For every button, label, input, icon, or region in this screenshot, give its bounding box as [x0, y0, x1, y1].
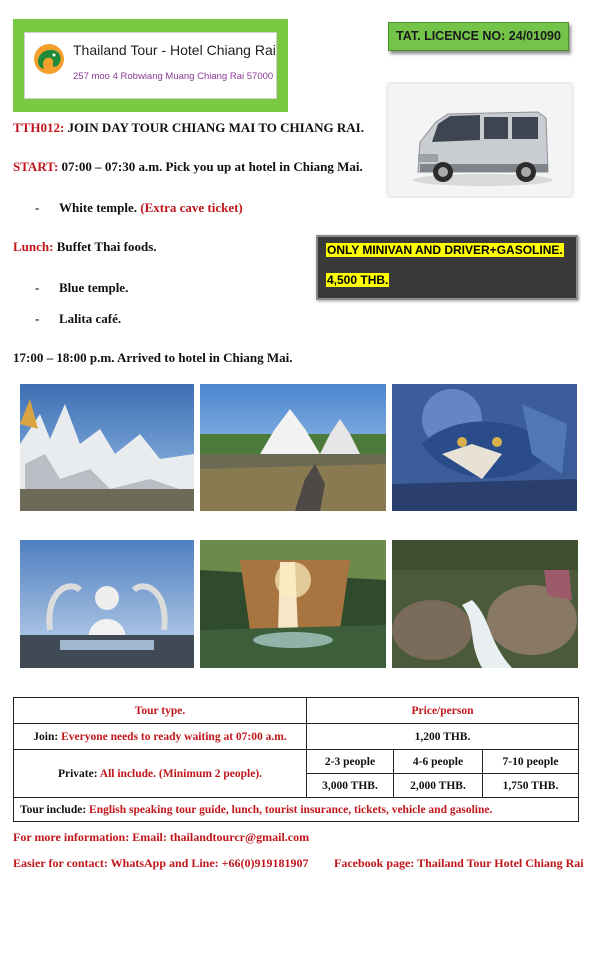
group-price-cell: 3,000 THB. [307, 774, 394, 798]
group-size-cell: 4-6 people [394, 750, 483, 774]
group-size-cell: 2-3 people [307, 750, 394, 774]
join-price: 1,200 THB. [307, 724, 579, 750]
licence-badge: TAT. LICENCE NO: 24/01090 [388, 22, 569, 51]
item-white-temple: White temple. [59, 200, 137, 215]
lalita-cafe-waterfall-photo [200, 540, 386, 668]
itinerary-item-white-temple [35, 200, 243, 216]
minivan-offer-text: ONLY MINIVAN AND DRIVER+GASOLINE. [327, 243, 563, 257]
blue-temple-guardian-photo [392, 384, 577, 511]
minivan-photo [388, 84, 572, 196]
logo-frame [13, 19, 288, 112]
end-line: 17:00 – 18:00 p.m. Arrived to hotel in Chiang Mai. [13, 350, 293, 365]
start-text: 07:00 – 07:30 a.m. Pick you up at hotel in Chiang Mai. [61, 159, 363, 174]
bullet-dash: - [35, 280, 40, 295]
tour-code: TTH012: [13, 120, 65, 135]
email-info: For more information: Email: thailandtourcr@gmail.com [13, 830, 310, 844]
private-label: Private: [57, 767, 98, 780]
table-row-include [14, 798, 579, 822]
start-label: START: [13, 159, 59, 174]
group-price-cell: 1,750 THB. [483, 774, 579, 798]
bullet-dash: - [35, 311, 40, 326]
minivan-offer-box [316, 235, 578, 300]
contact-info: Easier for contact: WhatsApp and Line: +66(0)919181907 [13, 856, 309, 870]
include-text: English speaking tour guide, lunch, tourist insurance, tickets, vehicle and gasoline. [89, 803, 493, 816]
lunch-line [13, 239, 157, 255]
join-cell [14, 724, 307, 750]
tour-title-line [13, 120, 364, 136]
minivan-offer-price: 4,500 THB. [327, 273, 389, 287]
private-cell [14, 750, 307, 798]
company-logo [24, 32, 277, 99]
lalita-cafe-stream-photo [392, 540, 578, 668]
facebook-info: Facebook page: Thailand Tour Hotel Chiang Rai [334, 856, 584, 870]
bullet-dash: - [35, 200, 40, 215]
join-text: Everyone needs to ready waiting at 07:00 a.m. [61, 730, 287, 743]
include-label: Tour include: [20, 803, 87, 816]
item-lalita-cafe: Lalita café. [59, 311, 122, 326]
private-text: All include. (Minimum 2 people). [99, 767, 263, 780]
itinerary-item-blue-temple [35, 280, 128, 296]
item-blue-temple: Blue temple. [59, 280, 129, 295]
logo-title: Thailand Tour - Hotel Chiang Rai [73, 42, 276, 58]
blue-temple-buddha-photo [20, 540, 194, 668]
itinerary-item-lalita-cafe [35, 311, 121, 327]
include-cell [14, 798, 579, 822]
table-header-row [14, 698, 579, 724]
item-white-temple-note: (Extra cave ticket) [140, 200, 243, 215]
lunch-label: Lunch: [13, 239, 54, 254]
tour-title: JOIN DAY TOUR CHIANG MAI TO CHIANG RAI. [67, 120, 364, 135]
lunch-text: Buffet Thai foods. [56, 239, 157, 254]
white-temple-photo [200, 384, 386, 511]
price-table [13, 697, 579, 822]
logo-address: 257 moo 4 Robwiang Muang Chiang Rai 57000 [73, 71, 274, 82]
elephant-logo-icon [32, 42, 66, 76]
join-label: Join: [33, 730, 59, 743]
table-head-tour-type: Tour type. [14, 698, 307, 724]
group-size-cell: 7-10 people [483, 750, 579, 774]
table-head-price: Price/person [307, 698, 579, 724]
table-row-private-groups [14, 750, 579, 774]
white-temple-sculpture-photo [20, 384, 194, 511]
start-line [13, 159, 363, 175]
group-price-cell: 2,000 THB. [394, 774, 483, 798]
table-row-join [14, 724, 579, 750]
